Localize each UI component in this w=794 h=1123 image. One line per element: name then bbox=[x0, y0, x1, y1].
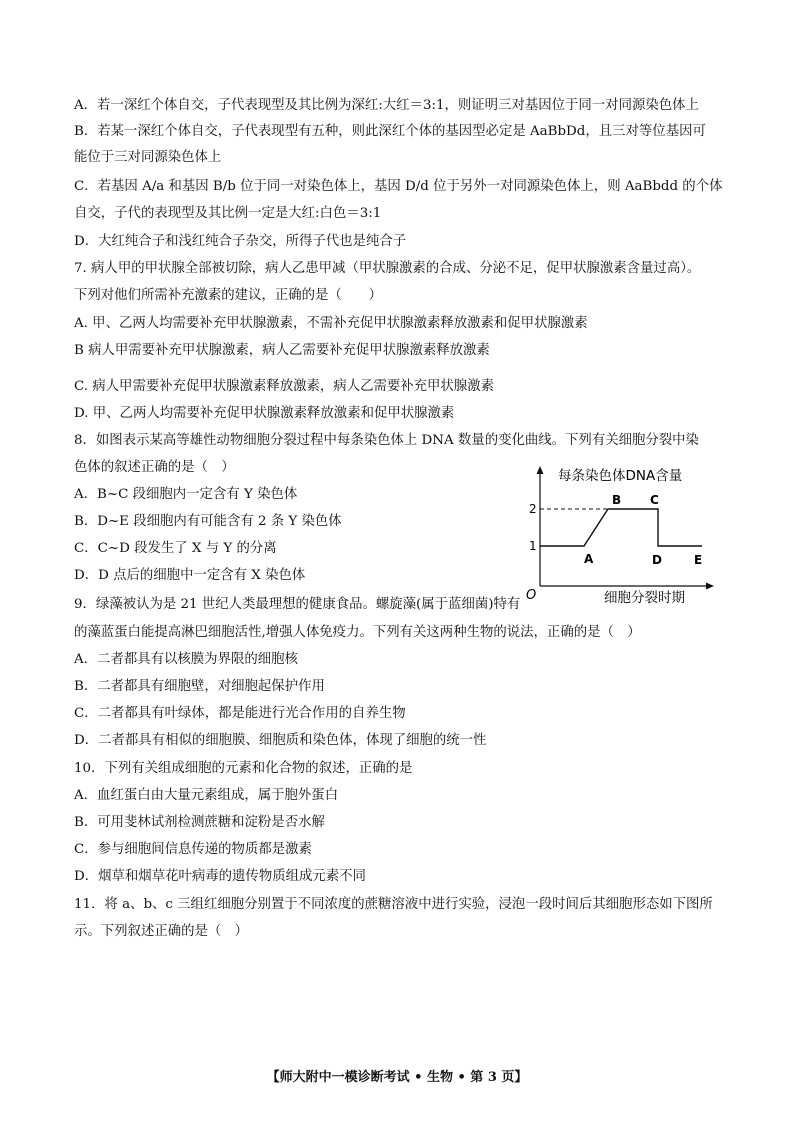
option-b: B．可用斐林试剂检测蔗糖和淀粉是否水解 bbox=[74, 815, 325, 830]
question-8-stem: 8．如图表示某高等雄性动物细胞分裂过程中每条染色体上 DNA 数量的变化曲线。下列有关细胞分裂中染 bbox=[74, 433, 699, 448]
dna-content-graph bbox=[524, 458, 720, 608]
option-b: B．D~E 段细胞内有可能含有 2 条 Y 染色体 bbox=[74, 514, 342, 529]
origin-label: O bbox=[526, 588, 537, 603]
question-11-stem: 示。下列叙述正确的是（ ） bbox=[74, 924, 249, 939]
option-d: D．二者都具有相似的细胞膜、细胞质和染色体，体现了细胞的统一性 bbox=[74, 733, 487, 748]
question-7-stem: 7. 病人甲的甲状腺全部被切除，病人乙患甲减（甲状腺激素的合成、分泌不足，促甲状腺激素含量过高）。 bbox=[74, 261, 701, 276]
point-label-d: D bbox=[652, 553, 662, 567]
option-b: B 病人甲需要补充甲状腺激素，病人乙需要补充促甲状腺激素释放激素 bbox=[74, 343, 490, 358]
question-8-stem: 色体的叙述正确的是（ ） bbox=[74, 460, 235, 475]
question-9-stem: 9．绿藻被认为是 21 世纪人类最理想的健康食品。螺旋藻(属于蓝细菌)特有 bbox=[74, 597, 521, 612]
text-line: 自交，子代的表现型及其比例一定是大红:白色＝3:1 bbox=[74, 206, 382, 221]
text-line: 能位于三对同源染色体上 bbox=[74, 150, 222, 165]
text-line: D．大红纯合子和浅红纯合子杂交，所得子代也是纯合子 bbox=[74, 234, 407, 249]
option-b: B．二者都具有细胞壁，对细胞起保护作用 bbox=[74, 679, 325, 694]
y-tick-label: 1 bbox=[529, 539, 537, 553]
text-line: C．若基因 A/a 和基因 B/b 位于同一对染色体上，基因 D/d 位于另外一对同源染色体上，则 AaBbdd 的个体 bbox=[74, 179, 723, 194]
question-10-stem: 10．下列有关组成细胞的元素和化合物的叙述，正确的是 bbox=[74, 761, 413, 776]
option-d: D. 甲、乙两人均需要补充促甲状腺激素释放激素和促甲状腺激素 bbox=[74, 406, 455, 421]
dna-curve bbox=[540, 509, 702, 546]
option-c: C．二者都具有叶绿体，都是能进行光合作用的自养生物 bbox=[74, 706, 406, 721]
point-label-a: A bbox=[584, 552, 594, 566]
text-line: B．若某一深红个体自交，子代表现型有五种，则此深红个体的基因型必定是 AaBbDd，且三对等位基因可 bbox=[74, 124, 706, 139]
question-7-stem: 下列对他们所需补充激素的建议，正确的是（ ） bbox=[74, 288, 382, 303]
option-c: C．参与细胞间信息传递的物质都是激素 bbox=[74, 842, 312, 857]
option-d: D．D 点后的细胞中一定含有 X 染色体 bbox=[74, 568, 306, 583]
point-label-e: E bbox=[694, 553, 703, 567]
text-line: A．若一深红个体自交，子代表现型及其比例为深红:大红＝3:1，则证明三对基因位于同一对同源染色体上 bbox=[74, 98, 699, 113]
point-label-c: C bbox=[650, 493, 659, 507]
option-d: D．烟草和烟草花叶病毒的遗传物质组成元素不同 bbox=[74, 869, 366, 884]
option-c: C. 病人甲需要补充促甲状腺激素释放激素，病人乙需要补充甲状腺激素 bbox=[74, 379, 494, 394]
x-axis-label: 细胞分裂时期 bbox=[604, 590, 685, 606]
x-axis-arrow bbox=[706, 583, 714, 590]
option-a: A. 甲、乙两人均需要补充甲状腺激素，不需补充促甲状腺激素释放激素和促甲状腺激素 bbox=[74, 316, 588, 331]
y-tick-label: 2 bbox=[529, 502, 537, 516]
option-a: A．二者都具有以核膜为界限的细胞核 bbox=[74, 652, 298, 667]
option-a: A．B~C 段细胞内一定含有 Y 染色体 bbox=[74, 487, 298, 502]
option-a: A．血红蛋白由大量元素组成，属于胞外蛋白 bbox=[74, 788, 339, 803]
y-axis-arrow bbox=[537, 466, 544, 474]
page-footer: 【师大附中一模诊断考试 • 生物 • 第 3 页】 bbox=[266, 1070, 528, 1085]
question-9-stem: 的藻蓝蛋白能提高淋巴细胞活性,增强人体免疫力。下列有关这两种生物的说法，正确的是（ ） bbox=[74, 625, 641, 640]
y-axis-label: 每条染色体DNA含量 bbox=[558, 468, 683, 484]
point-label-b: B bbox=[612, 493, 622, 507]
question-11-stem: 11．将 a、b、c 三组红细胞分别置于不同浓度的蔗糖溶液中进行实验，浸泡一段时间后其细胞形态如下图所 bbox=[74, 897, 713, 912]
option-c: C．C~D 段发生了 X 与 Y 的分离 bbox=[74, 541, 277, 556]
